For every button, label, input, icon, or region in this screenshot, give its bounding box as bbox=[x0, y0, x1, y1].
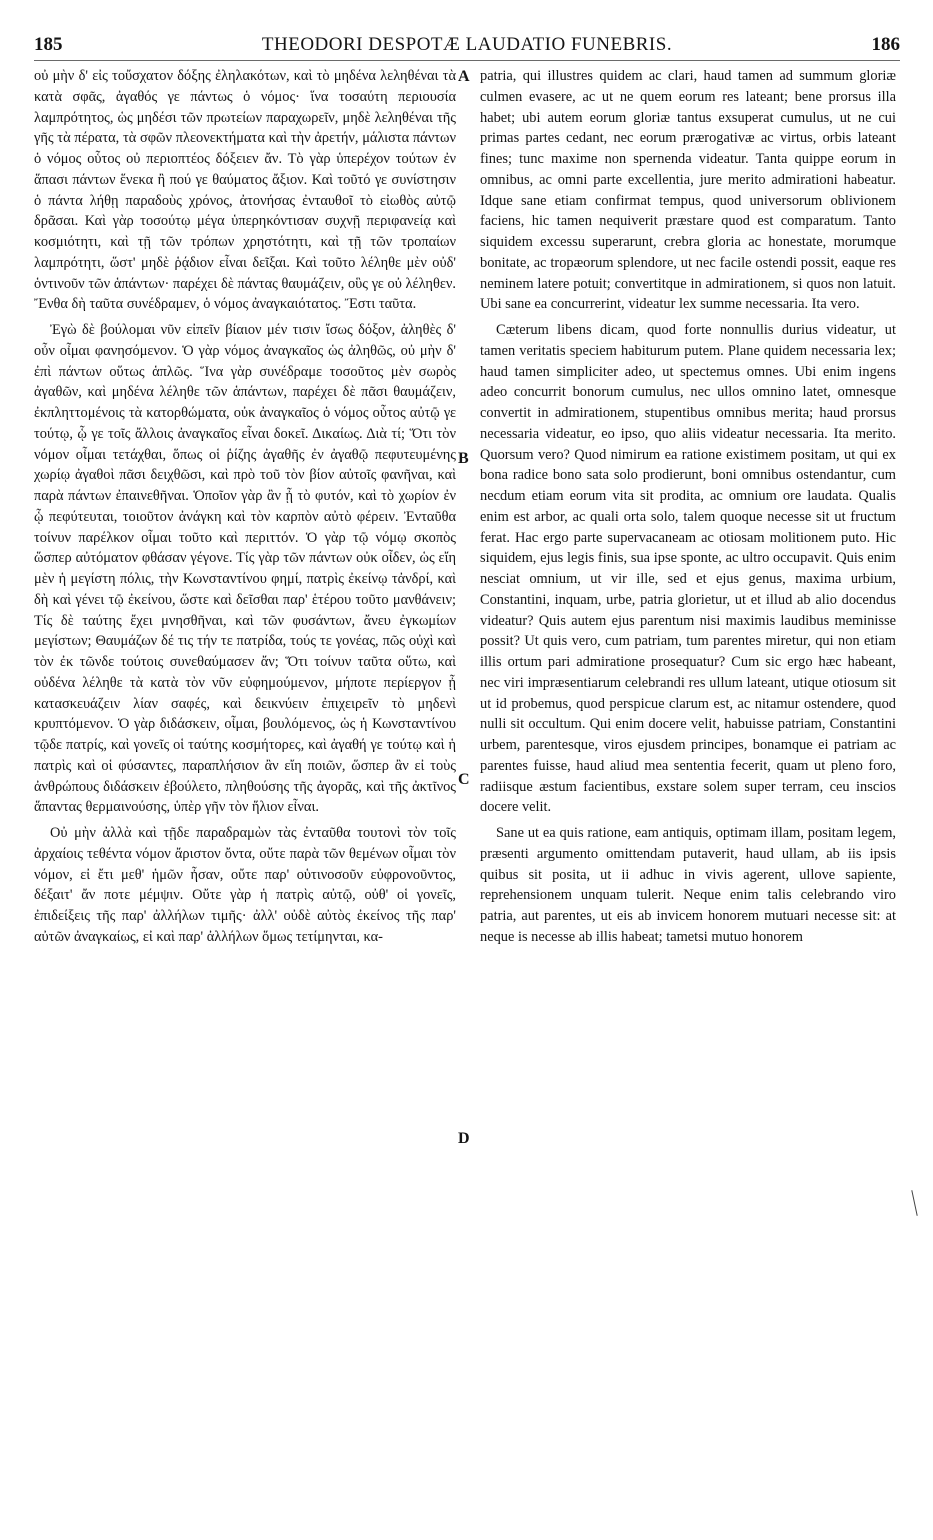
header-rule bbox=[34, 60, 900, 61]
latin-paragraph-1: patria, qui illustres quidem ac clari, haud tamen ad summum gloriæ culmen evasere, ac ut ne quem eorum res lateant; bene prorsus illa habet; ubi autem eorum gloriæ tantus exsuperat cumulus, ut ne cui primas partes cedant, nec eorum prærogativæ ac virtus, orbis lateant fines; tunc maxime non spernenda videatur. Tanta quippe eorum in omnibus, ac omni parte excellentia, jure merito admirationi habeatur. Idque sane etiam confirmat tempus, quod universorum oblivionem faciens, hic tamen nequiverit præstare quod est comparatum. Tanto siquidem excessu superarunt, crebra gloria ac honestate, morumque bonitate, ac tropæorum splendore, ut nec facile ostendi possit, eaque res neminem latere potuit; convertitque in admirationem, si quos non latuit. Ubi sane ea concurrerint, videatur lex summe necessaria. Ita vero. bbox=[480, 68, 896, 313]
greek-paragraph-1: οὐ μὴν δ' εἰς τοὔσχατον δόξης ἐληλακότων, καὶ τὸ μηδένα λεληθέναι τὰ κατὰ σφᾶς, ἀγαθός γε πάντως ὁ νόμος· ἵνα τοσαύτη περιουσία λαμπρότητος, ὡς μηδέσι τῶν πρωτείων παραχωρεῖν, μηδὲ λεληθέναι τῆς γῆς τὰ πέρατα, τὰ σφῶν πλεονεκτήματα καὶ τὴν ἀρετήν, μάλιστα πάντων ὁ νόμος οὗτος οὐ περιοπτέος δόξειεν ἄν. Τὸ γὰρ ὑπερέχον τούτων ἐν ἅπασι πάντων ἕνεκα ἢ πού γε θαύματος ἄξιον. Καὶ τοῦτό γε συνίστησιν ὁ πάντα λήθῃ παραδοὺς χρόνος, ἀτονήσας ἐνταυθοῖ τὸ εἰωθὸς αὐτῷ δρᾶσαι. Καὶ γὰρ τοσούτῳ μέγα ὑπερηκόντισαν συχνῇ περιφανείᾳ καὶ κοσμιότητι, καὶ τῇ τῶν τρόπων χρηστότητι, καὶ τῇ τῶν τροπαίων λαμπρότητι, ὥστ' μηδὲ ῥᾴδιον εἶναι δεῖξαι. Καὶ τοῦτο λέληθε μὲν οὐδ' ὁντινοῦν τῶν ἁπάντων· παρέχει δὲ πάντας θαυμάζειν, οὓς γε οὐ λέληθεν. Ἔνθα δὴ ταῦτα συνέδραμεν, ὁ νόμος ἀναγκαιότατος. Ἔστι ταῦτα. bbox=[34, 68, 456, 313]
margin-letter-d: D bbox=[458, 1130, 470, 1147]
page-number-left: 185 bbox=[34, 34, 63, 55]
page-number-right: 186 bbox=[871, 34, 900, 55]
running-header bbox=[34, 34, 900, 68]
greek-paragraph-2: Ἐγὼ δὲ βούλομαι νῦν εἰπεῖν βίαιον μέν τισιν ἴσως δόξον, ἀληθὲς δ' οὖν οἶμαι φανησόμενον. Ὁ γὰρ νόμος ἀναγκαῖος ὡς ἀληθῶς, οὐ μὴν δ' ἐπὶ πάντων οὕτως ἁπλῶς. Ἵνα γὰρ συνέδραμε τοσοῦτος μὲν σωρὸς ἀγαθῶν, καὶ μηδένα λέληθε τῶν ἁπάντων, παρέχει δὲ πᾶσι θαυμάζειν, ἐκπληττομένοις τὰ κατορθώματα, οὐκ ἀναγκαῖος ὁ νόμος οὗτος αὐτῷ γε τούτῳ, ᾧ γε τοῖς ἄλλοις ἀναγκαῖος εἶναι δοκεῖ. Δικαίως. Διὰ τί; Ὅτι τὸν νόμον οἶμαι τετάχθαι, ὅπως οἱ ῥίζης ἀγαθῆς ἐν ἀγαθῷ πεφυτευμένης χωρίῳ ἀγαθοὶ πᾶσι δειχθῶσι, καὶ πρὸ τοῦ τὸν βίον αὐτοῖς φανῆναι, καὶ παρὰ πάντων ἐπαινεθῆναι. Ὁποῖον γὰρ ἂν ᾖ τὸ φυτόν, καὶ τὸ χωρίον ἐν ᾧ πεφύτευται, τοιοῦτον ἀνάγκη καὶ τὸν καρπὸν αὐτὸ φέρειν. Ἐνταῦθα τοίνυν παρέλκον οἶμαι τοῦτο καὶ περιττόν. Ὁ γὰρ τῷ νόμῳ σκοπὸς ὥσπερ αὐτόματον φθάσαν γέγονε. Τίς γὰρ τῶν πάντων οὐκ οἶδεν, ὡς εἴη μὲν ἡ μεγίστη πόλις, τὴν Κωνσταντίνου φημί, πατρὶς ἐκείνῳ τἀνδρί, καὶ δὴ καὶ γένει τῷ ἐκείνου, ὥστε καὶ δεῖσθαι παρ' ἑτέρου τοῦτο μανθάνειν; Τίς δὲ ταύτης ἔχει μνησθῆναι, καὶ τῶν φυσάντων, ἄνευ ἐγκωμίων μεγίστων; Θαυμάζων δέ τις τήν τε πατρίδα, τούς τε γονέας, πῶς οὐχὶ καὶ τὸν ἐκ τῶνδε τούτοις συνεθαύμασεν ἄν; Ὅτι τοίνυν ταῦτα οὕτω, καὶ οὐδένα λέληθε τὰ κατὰ τὸν νῦν εὐφημούμενον, μήποτε περίεργον ᾖ κατασκευάζειν λίαν σαφές, καὶ δεικνύειν ἐπιχειρεῖν τὸ μηδενὶ κρυπτόμενον. Ὁ γὰρ διδάσκειν, οἶμαι, βουλόμενος, ὡς ἡ Κωνσταντίνου τῷδε πατρίς, καὶ γονεῖς οἱ ταύτης κοσμήτορες, καὶ ἀγαθή γε τούτῳ καὶ ἡ πατρὶς καὶ οἱ φύσαντες, παραπλήσιον ἂν εἴη ποιῶν, ὥσπερ ἂν εἰ τοὺς ἀνθρώπους διδάσκειν ἐβούλετο, πληθούσης τῆς ἀγορᾶς, καὶ τῆς ἀκτῖνος ἅπαντας θερμαινούσης, ὑπὲρ γῆν τὸν ἥλιον εἶναι. bbox=[34, 322, 456, 816]
margin-letter-c: C bbox=[458, 771, 470, 788]
stray-margin-mark bbox=[911, 1190, 917, 1216]
latin-paragraph-3: Sane ut ea quis ratione, eam antiquis, optimam illam, positam legem, præsenti argumento omittendam putaverit, haud ullam, ab iis ipsis quibus sit posita, ut ii adhuc in vivis agerent, ullove sapiente, reprehensionem unquam tulerit. Neque enim talis celebrando viro patria, aut parentes, ut eis ab invicem honorem mutuari necesse sit: at neque is necesse ab illis habeat; tametsi mutuo honorem bbox=[480, 825, 896, 945]
margin-letter-b: B bbox=[458, 450, 469, 467]
running-title: THEODORI DESPOTÆ LAUDATIO FUNEBRIS. bbox=[261, 34, 673, 55]
greek-paragraph-3: Οὐ μὴν ἀλλὰ καὶ τῇδε παραδραμὼν τὰς ἐνταῦθα τουτονὶ τὸν τοῖς ἀρχαίοις τεθέντα νόμον ἄριστον ὄντα, οὔτε παρὰ τῶν θεμένων οἶμαι τὸν νόμον, εἰ ἔτι μεθ' ἡμῶν ἦσαν, οὔτε παρ' οὑτινοσοῦν εὐφρονοῦντος, δέξαιτ' ἄν ποτε μέμψιν. Οὔτε γὰρ ἡ πατρὶς αὐτῷ, οὐθ' οἱ γονεῖς, ἐπιδείξεις τῆς παρ' ἀλλήλων τιμῆς· ἀλλ' οὐδὲ αὐτὸς ἐκείνος τῆς παρ' αὐτῶν ἀναγκαίως, εἰ καὶ παρ' ἀλλήλων ὅμως τετίμηνται, κα- bbox=[34, 825, 456, 945]
latin-column bbox=[480, 66, 896, 948]
margin-letter-a: A bbox=[458, 68, 470, 85]
greek-column bbox=[34, 66, 456, 948]
latin-paragraph-2: Cæterum libens dicam, quod forte nonnullis durius videatur, ut tamen veritatis speciem habiturum putem. Plane quidem necessaria lex; haud tamen simpliciter adeo, ut spectemus omnes. Ubi enim ingens adeo concurrit bonorum cumulus, nec ullos omnino latet, omnesque convertit in admirationem, stupentibus omnibus merita; haud prorsus necessaria videatur, eo ipso, quo aliis videatur necessaria. Ita merito. Quorsum vero? Quod nimirum ea ratione existimem positam, ut qui ex bona radice bono sata solo prodierunt, boni omnibus ostendantur, cum necdum etiam eorum vita sit prodita, ac omnium ore laudata. Qualis enim est arbor, ac quali orta solo, talem quoque necesse sit ut fructum ferat. Hac ergo parte supervacaneam ac otiosam molitionem puto. Hic siquidem, ejus legis finis, sua ipse sponte, ac ultro occupavit. Quis enim nesciat omnium, ut vir ille, sed et ejus genus, maxima urbium, Constantini, inquam, urbe, patria glorietur, ut et illud ab alio docendus videatur? Quis autem ejus parentum nisi maximis laudibus meminisse possit? Ut quis vero, cum patriam, tum parentes miretur, qui non etiam illis ortum pari admiratione prosequatur? Cum sic ergo hæc habeant, nec viri impræsentiarum celebrandi res ullum lateant, utique otiosum sit ut id probemus, quod perspicue clarum est, ac nitamur ostendere, quod nulli sit occultum. Qui enim docere velit, habuisse patriam, Constantini urbem, parentesque, viros ejusdem principes, bonamque ei patriam ac parentes fuisse, haud aliud mea sententia fecerit, quam ut pleno foro, radiisque æstum facientibus, exstare solem super terram, ceu inscios docere velit. bbox=[480, 322, 896, 816]
